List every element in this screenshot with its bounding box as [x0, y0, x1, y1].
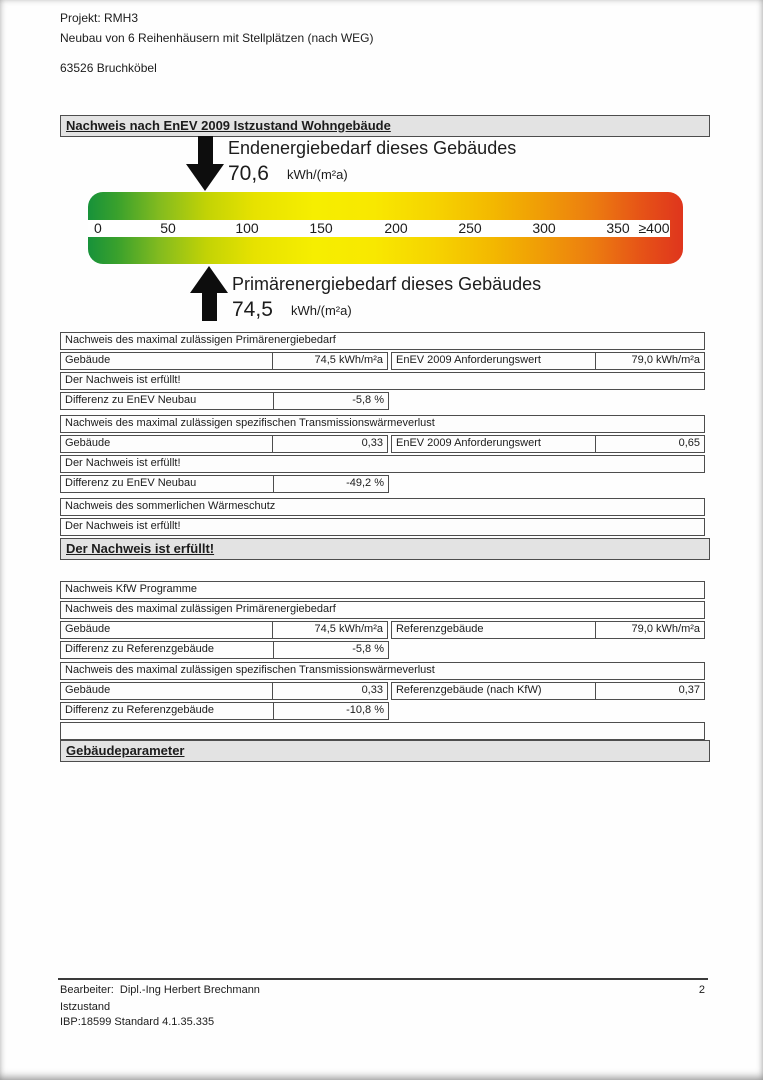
row-label: Differenz zu EnEV Neubau	[60, 392, 274, 410]
scale-tick: ≥400	[638, 220, 670, 236]
row-label: EnEV 2009 Anforderungswert	[391, 352, 596, 370]
status-heading: Der Nachweis ist erfüllt!	[60, 538, 710, 560]
table-title: Nachweis des maximal zulässigen Primärenergiebedarf	[60, 601, 705, 619]
table-row	[60, 498, 705, 516]
row-value: 74,5 kWh/m²a	[272, 352, 388, 370]
row-label: Gebäude	[60, 621, 273, 639]
scale-tick: 300	[532, 220, 556, 236]
table-row	[60, 352, 705, 370]
end-energy-value: 70,6	[228, 162, 269, 185]
scale-tick: 200	[384, 220, 408, 236]
footer-variant: Istzustand	[60, 1001, 111, 1013]
header-description: Neubau von 6 Reihenhäusern mit Stellplätzen (nach WEG)	[60, 31, 374, 45]
table-row	[60, 581, 705, 599]
table-title: Nachweis des maximal zulässigen spezifischen Transmissionswärmeverlust	[60, 415, 705, 433]
down-arrow-head	[186, 164, 224, 191]
scale-tick: 0	[94, 220, 102, 236]
table-title: Nachweis des sommerlichen Wärmeschutz	[60, 498, 705, 516]
row-value: -49,2 %	[273, 475, 389, 493]
table-row	[60, 415, 705, 433]
scale-label-strip	[88, 220, 670, 237]
table-title: Nachweis des maximal zulässigen spezifischen Transmissionswärmeverlust	[60, 662, 705, 680]
empty-row	[60, 722, 705, 740]
row-label: Referenzgebäude	[391, 621, 596, 639]
row-label: Gebäude	[60, 352, 273, 370]
header-project: Projekt: RMH3	[60, 11, 139, 25]
primary-energy-unit: kWh/(m²a)	[291, 303, 352, 318]
scale-tick: 150	[309, 220, 333, 236]
section-heading: Gebäudeparameter	[60, 740, 710, 762]
table-primary-energy	[60, 332, 705, 412]
table-kfw-transmission-loss	[60, 662, 705, 742]
footer-page-number: 2	[698, 984, 705, 996]
status-row: Der Nachweis ist erfüllt!	[60, 372, 705, 390]
table-row	[60, 435, 705, 453]
up-arrow-icon	[190, 266, 228, 321]
row-value: 79,0 kWh/m²a	[595, 352, 705, 370]
table-row	[60, 601, 705, 619]
scale-tick: 250	[458, 220, 482, 236]
scale-tick: 100	[235, 220, 259, 236]
row-value: -5,8 %	[273, 641, 389, 659]
table-row	[60, 722, 705, 740]
end-energy-unit: kWh/(m²a)	[287, 167, 348, 182]
primary-energy-label: Primärenergiebedarf dieses Gebäudes	[232, 274, 542, 294]
table-row	[60, 475, 705, 493]
title-bar: Nachweis nach EnEV 2009 Istzustand Wohngebäude	[60, 115, 710, 137]
down-arrow-icon	[186, 136, 224, 191]
table-row	[60, 392, 705, 410]
row-value: 0,33	[272, 682, 388, 700]
table-kfw-primary-energy	[60, 581, 705, 661]
table-row	[60, 455, 705, 473]
row-label: Differenz zu Referenzgebäude	[60, 702, 274, 720]
row-value: -5,8 %	[273, 392, 389, 410]
row-value: 0,33	[272, 435, 388, 453]
row-label: EnEV 2009 Anforderungswert	[391, 435, 596, 453]
status-row: Der Nachweis ist erfüllt!	[60, 518, 705, 536]
table-row	[60, 702, 705, 720]
footer-rule	[58, 978, 708, 980]
energy-scale-bar	[88, 192, 683, 264]
end-energy-label: Endenergiebedarf dieses Gebäudes	[228, 138, 517, 158]
footer-editor: Bearbeiter: Dipl.-Ing Herbert Brechmann	[60, 984, 260, 996]
down-arrow-stem	[198, 136, 213, 164]
header-location: 63526 Bruchköbel	[60, 61, 157, 75]
row-value: 0,37	[595, 682, 705, 700]
row-value: 79,0 kWh/m²a	[595, 621, 705, 639]
row-value: 74,5 kWh/m²a	[272, 621, 388, 639]
table-row	[60, 662, 705, 680]
table-transmission-loss	[60, 415, 705, 495]
scale-tick: 350	[606, 220, 630, 236]
row-label: Gebäude	[60, 435, 273, 453]
scale-tick: 50	[160, 220, 176, 236]
up-arrow-stem	[202, 293, 217, 321]
table-row	[60, 641, 705, 659]
table-row	[60, 518, 705, 536]
status-row: Der Nachweis ist erfüllt!	[60, 455, 705, 473]
table-row	[60, 682, 705, 700]
table-row	[60, 621, 705, 639]
row-value: 0,65	[595, 435, 705, 453]
row-label: Gebäude	[60, 682, 273, 700]
footer-software: IBP:18599 Standard 4.1.35.335	[60, 1016, 215, 1028]
up-arrow-head	[190, 266, 228, 293]
table-row	[60, 332, 705, 350]
primary-energy-value: 74,5	[232, 298, 273, 321]
row-label: Differenz zu EnEV Neubau	[60, 475, 274, 493]
table-row	[60, 372, 705, 390]
row-label: Referenzgebäude (nach KfW)	[391, 682, 596, 700]
table-title: Nachweis KfW Programme	[60, 581, 705, 599]
row-label: Differenz zu Referenzgebäude	[60, 641, 274, 659]
row-value: -10,8 %	[273, 702, 389, 720]
table-summer-heat-protection	[60, 498, 705, 538]
table-title: Nachweis des maximal zulässigen Primärenergiebedarf	[60, 332, 705, 350]
